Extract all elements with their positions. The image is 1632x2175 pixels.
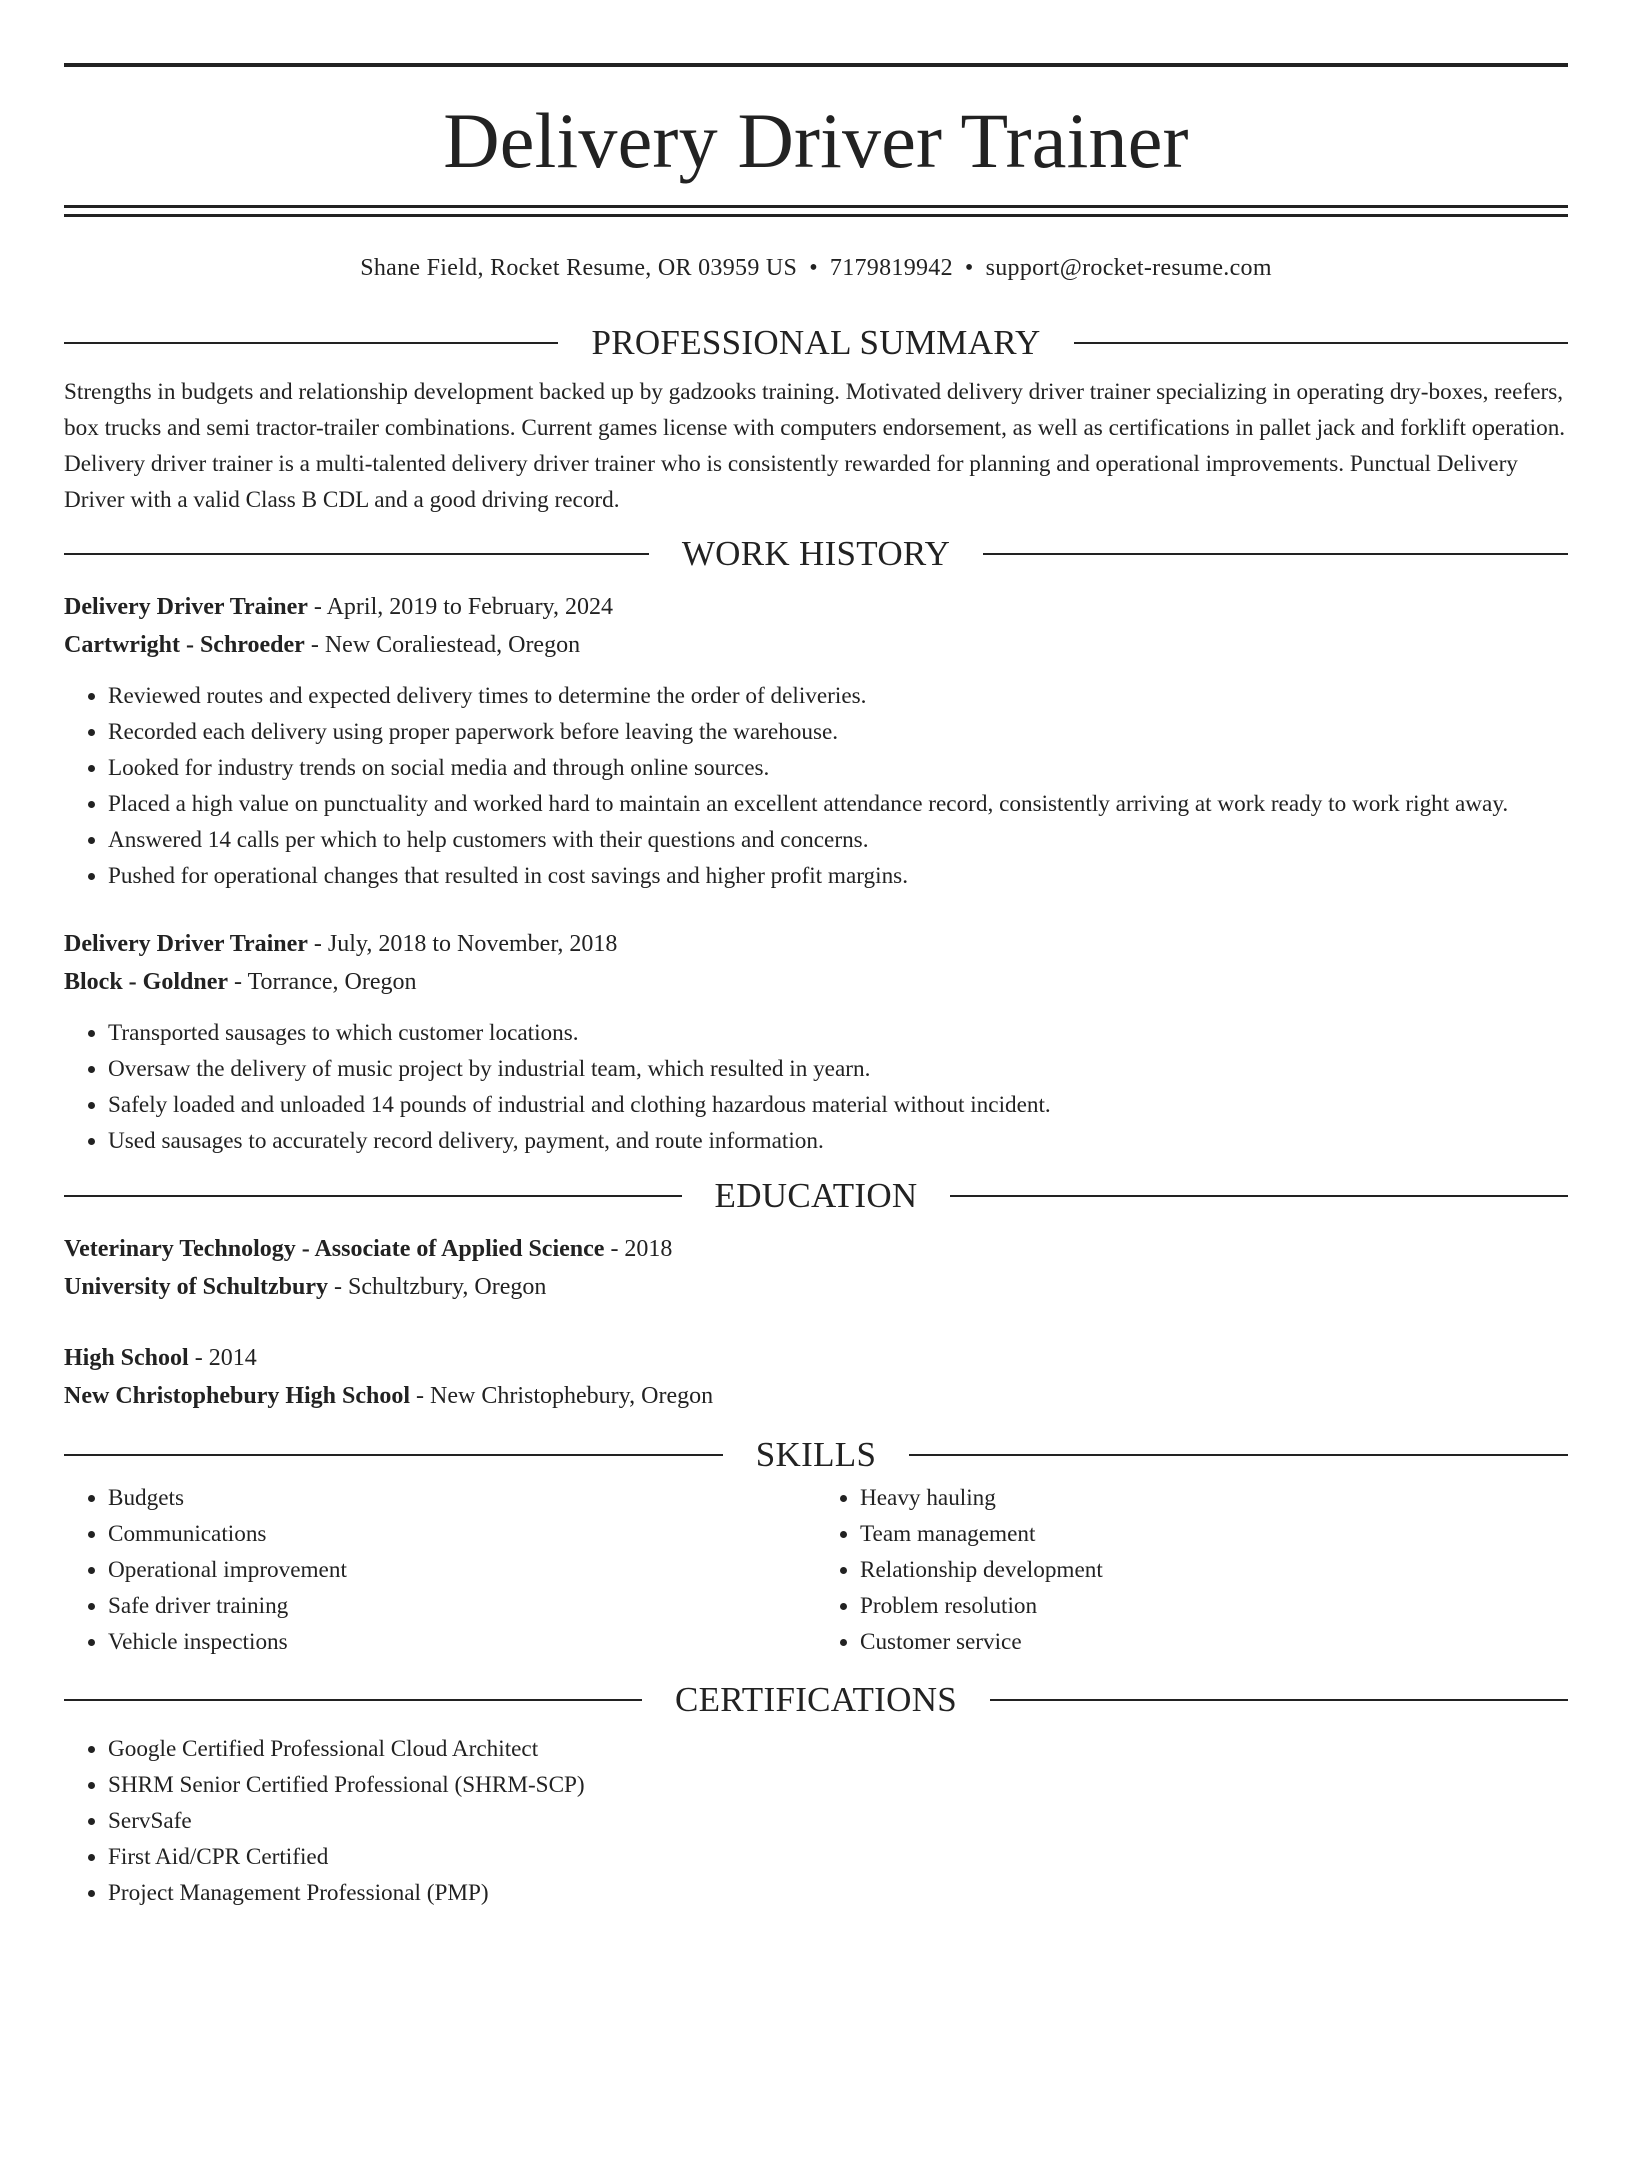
education-school: University of Schultzbury [64, 1274, 328, 1300]
skills-grid [64, 1480, 1568, 1660]
job-entry [64, 925, 1568, 1159]
job-title-line [64, 925, 1568, 963]
job-title-line [64, 588, 1568, 626]
skill-item: • Heavy hauling [860, 1480, 1568, 1516]
section-heading-skills [64, 1437, 1568, 1472]
job-bullet: • Looked for industry trends on social media and through online sources. [108, 750, 1568, 786]
job-place-line [64, 626, 1568, 664]
heading-rule [950, 1195, 1568, 1197]
certification-item: • First Aid/CPR Certified [108, 1839, 1568, 1875]
education-location: - Schultzbury, Oregon [328, 1274, 547, 1300]
heading-rule [990, 1699, 1568, 1701]
skill-item: • Team management [860, 1516, 1568, 1552]
heading-rule [64, 1699, 642, 1701]
education-school-line [64, 1268, 1568, 1306]
header-double-rule [64, 205, 1568, 217]
contact-address: Shane Field, Rocket Resume, OR 03959 US [360, 255, 798, 281]
skill-item: • Communications [108, 1516, 816, 1552]
job-bullet: • Answered 14 calls per which to help customers with their questions and concerns. [108, 822, 1568, 858]
education-location: - New Christophebury, Oregon [410, 1383, 714, 1409]
section-heading-education [64, 1178, 1568, 1213]
job-bullet: • Reviewed routes and expected delivery times to determine the order of deliveries. [108, 678, 1568, 714]
heading-rule [64, 342, 558, 344]
skills-list-right [816, 1480, 1568, 1660]
contact-phone: 7179819942 [829, 255, 953, 281]
job-bullets [64, 678, 1568, 894]
skill-item: • Budgets [108, 1480, 816, 1516]
job-company: Cartwright - Schroeder [64, 632, 305, 658]
job-bullet: • Recorded each delivery using proper paperwork before leaving the warehouse. [108, 714, 1568, 750]
skills-list-left [64, 1480, 816, 1660]
contact-separator: • [964, 255, 974, 281]
certification-item: • Google Certified Professional Cloud Architect [108, 1731, 1568, 1767]
section-title: CERTIFICATIONS [674, 1680, 958, 1719]
job-title: Delivery Driver Trainer [64, 594, 308, 620]
resume-page [0, 63, 1632, 2175]
skill-item: • Operational improvement [108, 1552, 816, 1588]
certifications-list [64, 1731, 1568, 1911]
section-heading-summary [64, 325, 1568, 360]
certification-item: • SHRM Senior Certified Professional (SHRM-SCP) [108, 1767, 1568, 1803]
job-location: - New Coraliestead, Oregon [304, 632, 581, 658]
heading-rule [64, 1454, 723, 1456]
education-school-line [64, 1377, 1568, 1415]
section-title: EDUCATION [714, 1176, 918, 1215]
contact-email: support@rocket-resume.com [985, 255, 1272, 281]
education-school: New Christophebury High School [64, 1383, 411, 1409]
job-bullet: • Transported sausages to which customer locations. [108, 1015, 1568, 1051]
job-dates: - April, 2019 to February, 2024 [307, 594, 613, 620]
job-dates: - July, 2018 to November, 2018 [307, 931, 618, 957]
job-bullets [64, 1015, 1568, 1159]
skill-item: • Relationship development [860, 1552, 1568, 1588]
job-bullet: • Pushed for operational changes that resulted in cost savings and higher profit margins. [108, 858, 1568, 894]
skill-item: • Safe driver training [108, 1588, 816, 1624]
job-location: - Torrance, Oregon [228, 969, 417, 995]
top-rule [64, 63, 1568, 67]
education-degree-line [64, 1339, 1568, 1377]
section-heading-certifications [64, 1682, 1568, 1717]
job-bullet: • Safely loaded and unloaded 14 pounds of industrial and clothing hazardous material without incident. [108, 1087, 1568, 1123]
section-title: PROFESSIONAL SUMMARY [591, 323, 1041, 362]
resume-name: Delivery Driver Trainer [443, 97, 1189, 184]
job-bullet: • Oversaw the delivery of music project by industrial team, which resulted in yearn. [108, 1051, 1568, 1087]
education-year: - 2018 [604, 1236, 673, 1262]
certification-item: • Project Management Professional (PMP) [108, 1875, 1568, 1911]
education-year: - 2014 [188, 1345, 257, 1371]
job-place-line [64, 963, 1568, 1001]
skill-item: • Customer service [860, 1624, 1568, 1660]
heading-rule [64, 553, 649, 555]
education-degree: Veterinary Technology - Associate of Applied Science [64, 1236, 605, 1262]
education-entry [64, 1230, 1568, 1306]
section-heading-work-history [64, 536, 1568, 571]
section-title: WORK HISTORY [681, 534, 951, 573]
contact-separator: • [809, 255, 818, 281]
skill-item: • Vehicle inspections [108, 1624, 816, 1660]
job-title: Delivery Driver Trainer [64, 931, 308, 957]
education-entry [64, 1339, 1568, 1415]
skill-item: • Problem resolution [860, 1588, 1568, 1624]
education-degree-line [64, 1230, 1568, 1268]
job-bullet: • Used sausages to accurately record delivery, payment, and route information. [108, 1123, 1568, 1159]
job-bullet: • Placed a high value on punctuality and worked hard to maintain an excellent attendance record, consistently arriving at work ready to work right away. [108, 786, 1568, 822]
heading-rule [983, 553, 1568, 555]
contact-line [64, 255, 1568, 285]
education-degree: High School [64, 1345, 189, 1371]
certification-item: • ServSafe [108, 1803, 1568, 1839]
summary-text: Strengths in budgets and relationship development backed up by gadzooks training. Motivated delivery driver trainer specializing in operating dry-boxes, reefers, box trucks and semi tractor-trailer combinations. Current games license with computers endorsement, as well as certifications in pallet jack and forklift operation. Delivery driver trainer is a multi-talented delivery driver trainer who is consistently rewarded for planning and operational improvements. Punctual Delivery Driver with a valid Class B CDL and a good driving record. [64, 379, 1566, 513]
job-entry [64, 588, 1568, 894]
heading-rule [64, 1195, 682, 1197]
job-company: Block - Goldner [64, 969, 229, 995]
section-title: SKILLS [755, 1435, 877, 1474]
heading-rule [909, 1454, 1568, 1456]
heading-rule [1074, 342, 1568, 344]
